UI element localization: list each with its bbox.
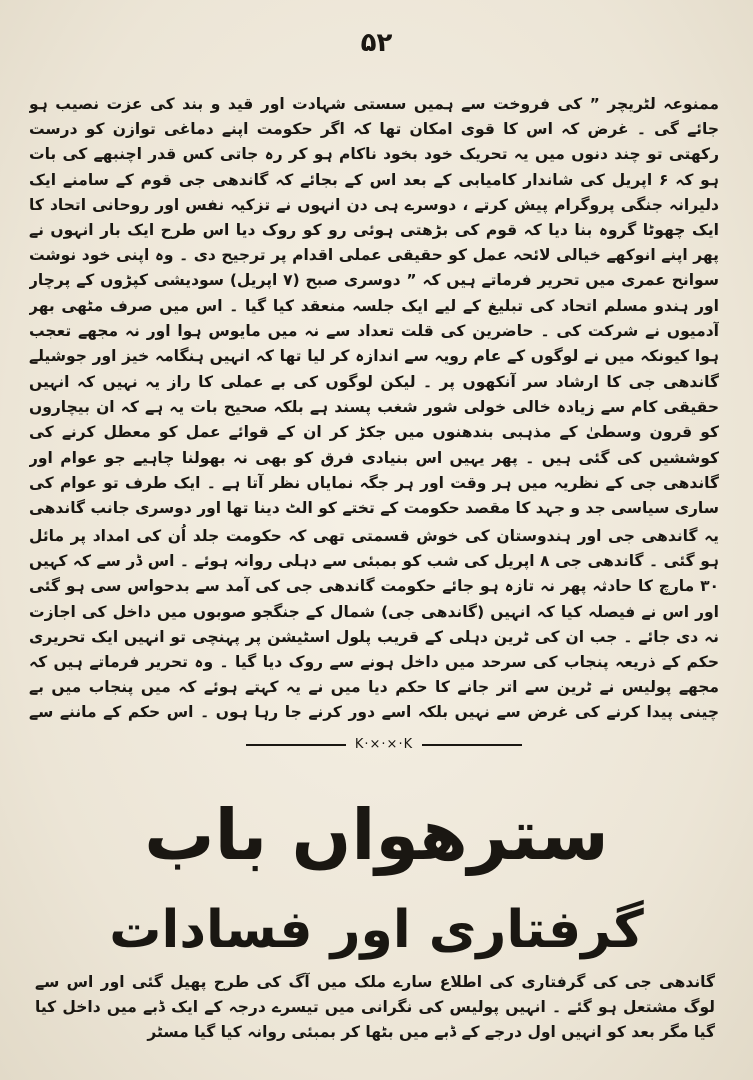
paragraph-2: گاندھی جی کا ارشاد سر آنکھوں پر ۔ لیکن لوگوں کی بے عملی کا راز یہ نہیں کہ انہیں حقیقی کام سے زیادہ خالی خولی شور شغب پسند ہے بلکہ صحیح بات یہ ہے کہ ان بیچاروں کو قرون وسطیٰ کے مذہبی بندھنوں میں جکڑ کر ان کے قوائے عمل کو معطل کرنے کی کوششیں کی گئی ہیں ۔ پھر یہیں اس بنیادی فرق کو بھی نہ بھولنا چاہیے جو عوام اور گاندھی جی کے نظریہ میں ہر وقت اور ہر جگہ نمایاں نظر آتا ہے ۔ ایک طرف تو عوام کی ساری سیاسی جد و جہد کا مقصد حکومت کے تختے کو الٹ دینا تھا اور دوسری جانب گاندھی <box>29 373 719 518</box>
chapter-title: سترھواں باب <box>144 794 609 876</box>
section-divider <box>246 735 522 755</box>
paragraph-3: یہ گاندھی جی اور ہندوستان کی خوش قسمتی تھی کہ حکومت جلد اُن کی امداد پر مائل ہو گئی ۔ گاندھی جی ۸ اپریل کی شب کو بمبئی سے دہلی روانہ ہوئے ۔ اس ڈر سے کہ کہیں ۳۰ مارچ کا حادثہ پھر نہ تازہ ہو جائے حکومت گاندھی جی کی آمد سے بدحواس سی ہو گئی اور اس نے فیصلہ کیا کہ انہیں (گاندھی جی) شمال کے جنگجو صوبوں میں داخل کی اجازت نہ دی جائے ۔ جب ان کی ٹرین دہلی کے قریب پلول اسٹیشن پر پہنچی تو انہیں ایک تحریری حکم کے ذریعہ پنجاب کی سرحد میں داخل ہونے سے روک دیا گیا ۔ وہ تحریر فرماتے ہیں کہ مجھے پولیس نے ٹرین سے اتر جانے کا حکم دیا میں نے یہ کہتے ہوئے کہ میں پنجاب میں بے چینی پیدا کرنے کی غرض سے نہیں بلکہ اسے دور کرنے جا رہا ہوں ۔ اس حکم کے ماننے سے <box>29 527 719 722</box>
divider-ornament: K·×·×·K <box>354 737 414 752</box>
divider-rule-right <box>422 744 522 746</box>
page-number: ۵۲ <box>360 28 393 58</box>
divider-rule-left <box>246 744 346 746</box>
paragraph-4: گاندھی جی کی گرفتاری کی اطلاع سارے ملک میں آگ کی طرح پھیل گئی اور اس سے لوگ مشتعل ہو گئے ۔ انہیں پولیس کی نگرانی میں تیسرے درجہ کے ایک ڈبے میں داخل کیا گیا مگر بعد کو انہیں اول درجے کے ڈبے میں بٹھا کر بمبئی روانہ کیا گیا مسٹر <box>35 973 715 1042</box>
paragraph-1: ممنوعہ لٹریچر ” کی فروخت سے ہمیں سستی شہادت اور قید و بند کی عزت نصیب ہو جائے گی ۔ غرض کہ اس کا قوی امکان تھا کہ اگر حکومت اپنے دماغی توازن کو درست رکھتی تو چند دنوں میں یہ تحریک خود بخود ناکام ہو کر رہ جاتی کس قدر اچنبھے کی بات ہو کہ ۶ اپریل کی شاندار کامیابی کے بعد اس کے بجائے کہ گاندھی جی قوم کے سامنے ایک دلیرانہ جنگی پروگرام پیش کرتے ، دوسرے ہی دن انہوں نے تزکیہ نفس اور روحانی اتحاد کا ایک چھوٹا گروہ بنا دیا کہ قوم کی بڑھتی ہوئی رو کو روک دیا اس طرح ایک بار انہوں نے پھر اپنے انوکھے خیالی لائحہ عمل کو حقیقی عملی اقدام پر ترجیح دی ۔ وہ اپنی خود نوشت سوانح عمری میں تحریر فرماتے ہیں کہ ” دوسری صبح (۷ اپریل) سودیشی کپڑوں کے پرچار اور ہندو مسلم اتحاد کی تبلیغ کے لیے ایک جلسہ منعقد کیا گیا ۔ اس میں صرف مٹھی بھر آدمیوں نے شرکت کی ۔ حاضرین کی قلت تعداد سے نہ میں مایوس ہوا اور نہ مجھے تعجب ہوا کیونکہ میں نے لوگوں کے عام رویہ سے اندازہ کر لیا تھا کہ انہیں ہنگامہ خیز اور جوشیلے <box>29 95 719 366</box>
chapter-subtitle: گرفتاری اور فسادات <box>109 900 644 960</box>
